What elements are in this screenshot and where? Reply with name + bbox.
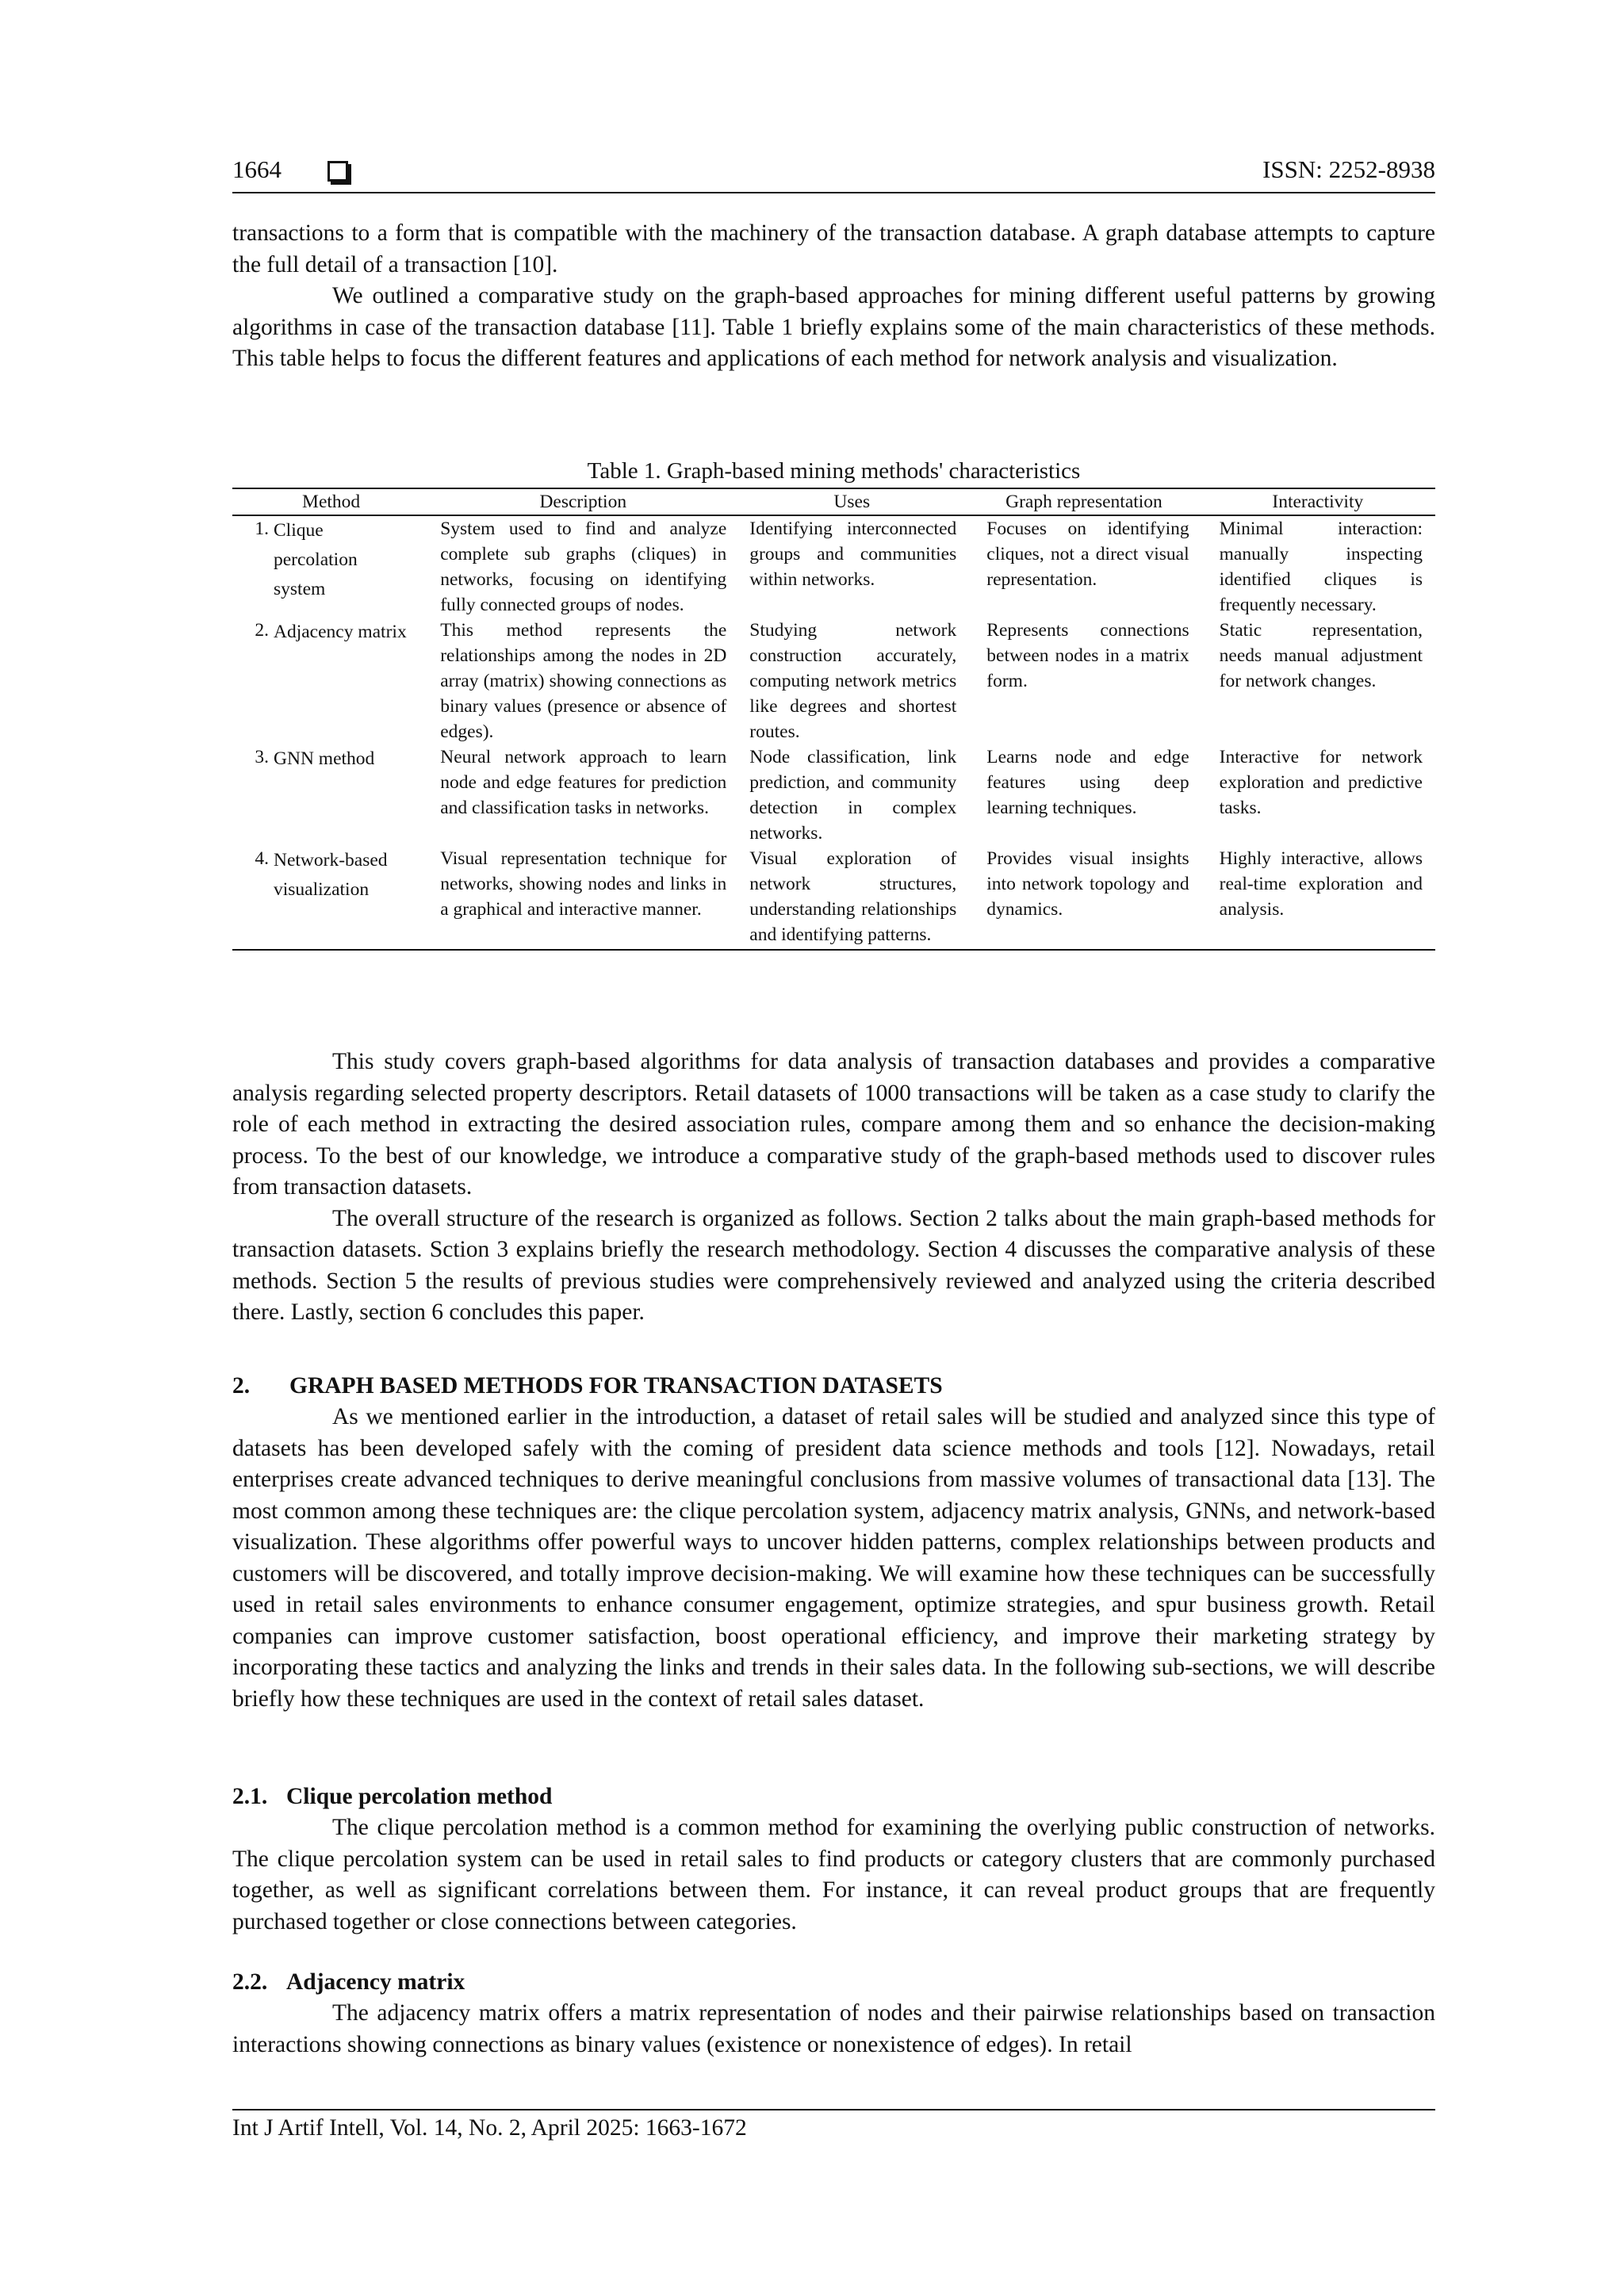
section-2-paragraph: As we mentioned earlier in the introduction, a dataset of retail sales will be studied and analyzed since this type of datasets has been developed safely with the coming of president data science methods and tools [12]. Nowadays, retail enterprises create advanced techniques to derive meaningful conclusions from massive volumes of transactional data [13]. The most common among these techniques are: the clique percolation system, adjacency matrix analysis, GNNs, and network-based visualization. These algorithms offer powerful ways to uncover hidden patterns, complex relationships between products and customers will be discovered, and totally improve decision-making. We will examine how these techniques can be successfully used in retail sales environments to enhance consumer engagement, optimize strategies, and spur business growth. Retail companies can improve customer satisfaction, boost operational efficiency, and improve their marketing strategy by incorporating these tactics and analyzing the links and trends in their sales data. In the following sub-sections, we will describe briefly how these techniques are used in the context of retail sales dataset. (232, 1404, 1435, 1712)
intro-paragraph-1: transactions to a form that is compatible with the machinery of the transaction database. A graph database attempts to capture the full detail of a transaction [10]. (232, 220, 1435, 277)
description-cell: Neural network approach to learn node and edge features for prediction and classification tasks in networks. (440, 747, 727, 818)
row-number: 2. (255, 620, 269, 641)
table-header-row (232, 488, 1435, 515)
subsection-2-2-text (232, 1998, 1435, 2061)
interactivity-cell: Interactive for network exploration and predictive tasks. (1219, 747, 1423, 818)
method-name: GNN method (274, 748, 375, 769)
method-cell (232, 618, 430, 744)
column-header-uses: Uses (736, 488, 967, 515)
subsection-2-1-text (232, 1812, 1435, 1938)
uses-cell: Identifying interconnected groups and communities within networks. (749, 519, 957, 590)
footer-citation: Int J Artif Intell, Vol. 14, No. 2, April 2025: 1663-1672 (232, 2115, 747, 2141)
intro-paragraph-2: We outlined a comparative study on the graph-based approaches for mining different useful patterns by growing algorithms in case of the transaction database [11]. Table 1 briefly explains some of the main characteristics of these methods. This table helps to focus the different features and applications of each method for network analysis and visualization. (232, 283, 1435, 371)
page-number: 1664 (232, 155, 282, 183)
section-2-text (232, 1402, 1435, 1715)
footer-rule (232, 2109, 1435, 2110)
graph-representation-cell: Learns node and edge features using deep learning techniques. (986, 747, 1189, 818)
subsection-2-1-paragraph: The clique percolation method is a common method for examining the overlying public construction of networks. The clique percolation system can be used in retail sales to find products or category clusters that are commonly purchased together, as well as significant correlations between them. For instance, it can reveal product groups that are frequently purchased together or close connections between categories. (232, 1815, 1435, 1934)
method-cell (232, 846, 430, 950)
row-number: 4. (255, 848, 269, 869)
section-number: 2. (232, 1373, 251, 1399)
row-number: 3. (255, 747, 269, 767)
interactivity-cell: Highly interactive, allows real-time exploration and analysis. (1201, 846, 1435, 950)
section-title: GRAPH BASED METHODS FOR TRANSACTION DATASETS (289, 1373, 943, 1399)
subsection-number: 2.2. (232, 1969, 268, 1995)
subsection-title: Adjacency matrix (286, 1969, 465, 1995)
table-row (232, 618, 1435, 744)
row-number: 1. (255, 519, 269, 539)
section-2-heading (232, 1370, 943, 1402)
uses-cell: Node classification, link prediction, and community detection in complex networks. (749, 747, 957, 844)
methods-table (232, 488, 1435, 951)
table-row (232, 846, 1435, 950)
graph-representation-cell: Represents connections between nodes in a matrix form. (986, 620, 1189, 691)
column-header-graph-representation: Graph representation (967, 488, 1200, 515)
intro-text (232, 218, 1435, 375)
method-name: Network-based visualization (274, 850, 388, 900)
column-header-description: Description (430, 488, 736, 515)
description-cell: This method represents the relationships among the nodes in 2D array (matrix) showing connections as binary values (presence or absence of edges). (440, 620, 727, 742)
running-header (232, 155, 1435, 190)
graph-representation-cell: Focuses on identifying cliques, not a direct visual representation. (986, 519, 1189, 590)
column-header-interactivity: Interactivity (1201, 488, 1435, 515)
description-cell: System used to find and analyze complete sub graphs (cliques) in networks, focusing on identifying fully connected groups of nodes. (440, 519, 727, 615)
study-text (232, 1047, 1435, 1329)
uses-cell: Visual exploration of network structures, understanding relationships and identifying patterns. (736, 846, 967, 950)
subsection-2-2-paragraph: The adjacency matrix offers a matrix representation of nodes and their pairwise relationships based on transaction interactions showing connections as binary values (existence or nonexistence of edges). In retail (232, 2000, 1435, 2057)
interactivity-cell: Minimal interaction: manually inspecting identified cliques is frequently necessary. (1219, 519, 1423, 615)
subsection-2-2-heading (232, 1966, 465, 1998)
table-row (232, 744, 1435, 846)
description-cell: Visual representation technique for networks, showing nodes and links in a graphical and interactive manner. (430, 846, 736, 950)
study-paragraph-1: This study covers graph-based algorithms for data analysis of transaction databases and provides a comparative analysis regarding selected property descriptors. Retail datasets of 1000 transactions will be taken as a case study to clarify the role of each method in extracting the desired association rules, compare among them and so enhance the decision-making process. To the best of our knowledge, we introduce a comparative study of the graph-based methods used to discover rules from transaction datasets. (232, 1049, 1435, 1200)
method-cell (232, 515, 430, 618)
checkbox-square-icon (327, 161, 348, 182)
header-rule (232, 192, 1435, 193)
graph-representation-cell: Provides visual insights into network topology and dynamics. (967, 846, 1200, 950)
subsection-title: Clique percolation method (286, 1784, 553, 1809)
interactivity-cell: Static representation, needs manual adjustment for network changes. (1219, 620, 1423, 691)
table-caption: Table 1. Graph-based mining methods' characteristics (587, 458, 1081, 484)
method-cell (232, 744, 430, 846)
study-paragraph-2: The overall structure of the research is organized as follows. Section 2 talks about the main graph-based methods for transaction datasets. Sction 3 explains briefly the research methodology. Section 4 discusses the comparative analysis of these methods. Section 5 the results of previous studies were comprehensively reviewed and analyzed using the criteria described there. Lastly, section 6 concludes this paper. (232, 1205, 1435, 1325)
issn-label: ISSN: 2252-8938 (1262, 155, 1435, 183)
subsection-2-1-heading (232, 1781, 552, 1812)
uses-cell: Studying network construction accurately, computing network metrics like degrees and shortest routes. (749, 620, 957, 742)
table-row (232, 515, 1435, 618)
method-name: Adjacency matrix (274, 622, 407, 642)
subsection-number: 2.1. (232, 1784, 268, 1809)
column-header-method: Method (232, 488, 430, 515)
method-name: Clique percolation system (274, 520, 358, 599)
